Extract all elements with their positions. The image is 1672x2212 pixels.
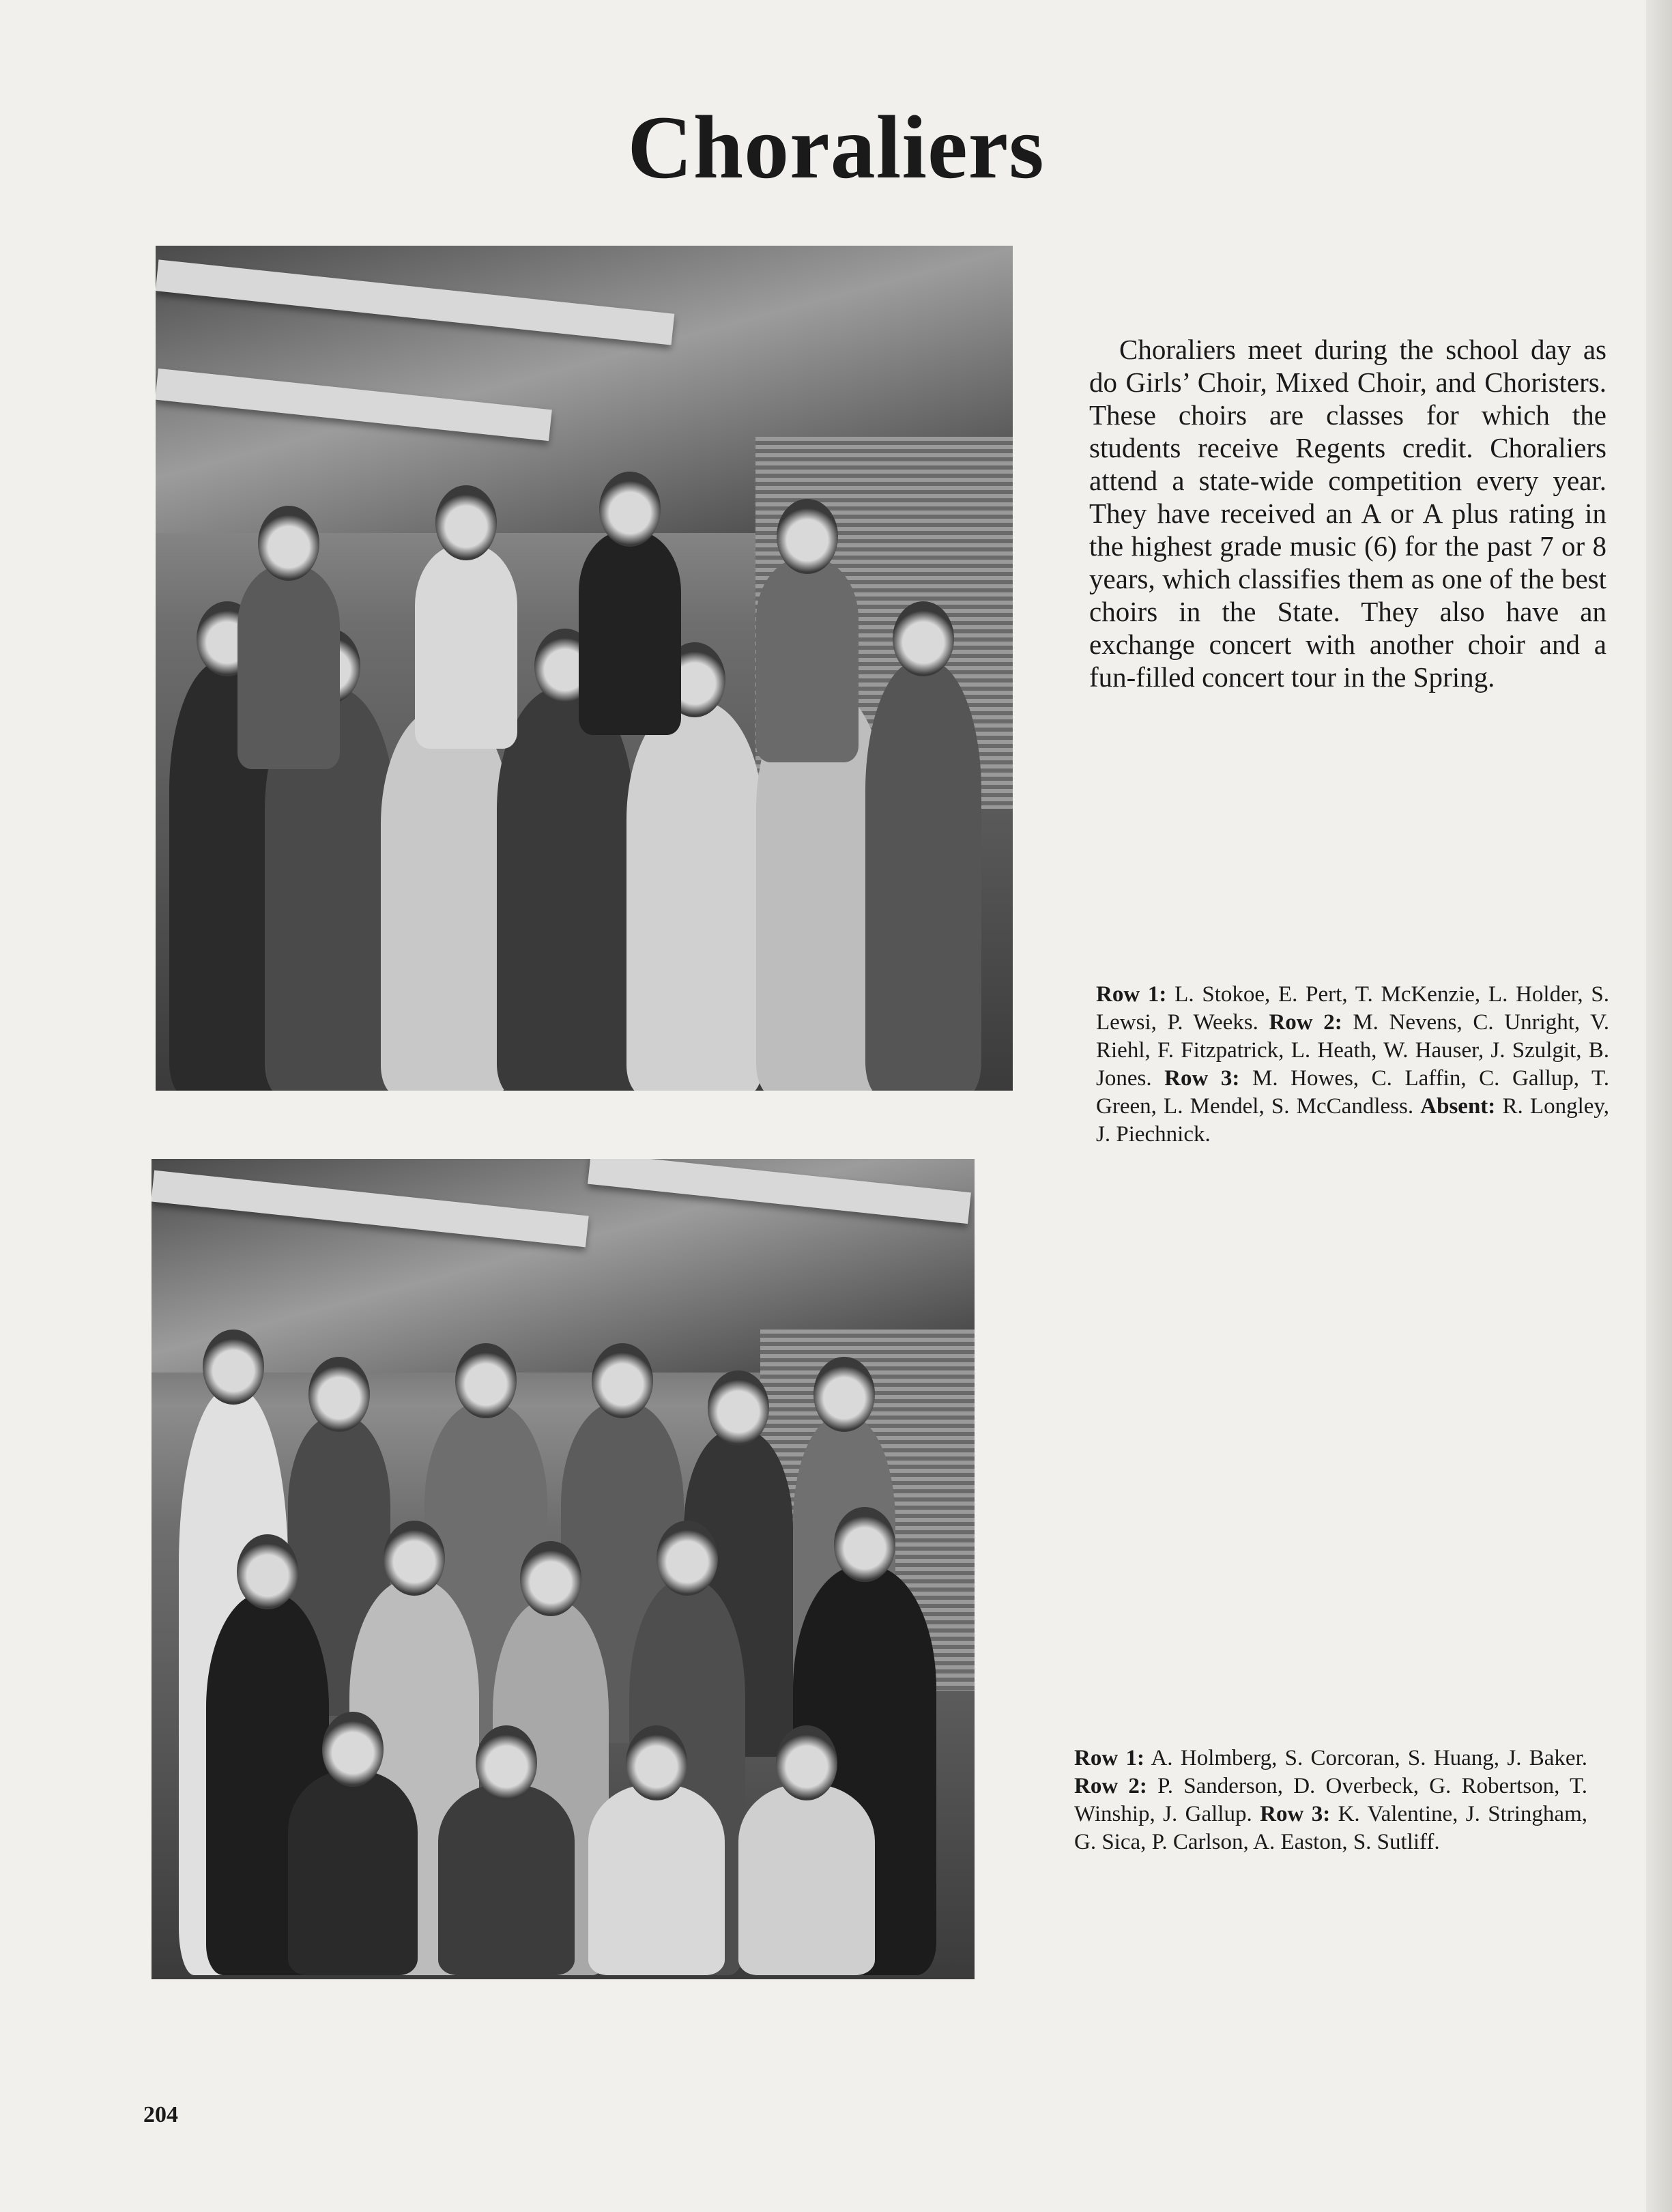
caption-bottom	[1074, 1744, 1587, 1856]
row-names: L. Stokoe, E. Pert, T. McKenzie, L. Holder, S. Lewsi, P. Weeks.	[1096, 982, 1610, 1035]
group-photo-top	[156, 246, 1013, 1091]
row-names: P. Sanderson, D. Overbeck, G. Robertson, T. Winship, J. Gallup.	[1074, 1774, 1587, 1826]
row-label: Row 1:	[1074, 1746, 1144, 1770]
page-number: 204	[143, 2102, 178, 2127]
caption-top	[1096, 981, 1609, 1149]
row-names: K. Valentine, J. Stringham, G. Sica, P. Carlson, A. Easton, S. Sutliff.	[1074, 1802, 1587, 1854]
page-title: Choraliers	[627, 97, 1045, 197]
absent-label: Absent:	[1420, 1094, 1496, 1119]
row-label: Row 1:	[1096, 982, 1167, 1007]
row-label: Row 3:	[1260, 1802, 1331, 1826]
row-label: Row 2:	[1074, 1774, 1147, 1798]
group-photo-bottom	[152, 1159, 975, 1979]
row-names: A. Holmberg, S. Corcoran, S. Huang, J. Baker.	[1144, 1746, 1587, 1770]
row-label: Row 3:	[1164, 1066, 1240, 1091]
absent-names: R. Longley, J. Piechnick.	[1096, 1094, 1609, 1147]
page-edge	[1646, 0, 1672, 2212]
intro-paragraph: Choraliers meet during the school day as do Girls’ Choir, Mixed Choir, and Choristers. These choirs are classes for which the students receive Regents credit. Choraliers attend a state-wide competition every year. They have received an A or A plus rating in the highest grade music (6) for the past 7 or 8 years, which classifies them as one of the best choirs in the State. They also have an exchange concert with another choir and a fun-filled concert tour in the Spring.	[1089, 334, 1606, 693]
row-names: M. Nevens, C. Unright, V. Riehl, F. Fitzpatrick, L. Heath, W. Hauser, J. Szulgit, B. Jones.	[1096, 1010, 1609, 1091]
row-names: M. Howes, C. Laffin, C. Gallup, T. Green, L. Mendel, S. McCandless.	[1096, 1066, 1609, 1119]
row-label: Row 2:	[1269, 1010, 1342, 1035]
